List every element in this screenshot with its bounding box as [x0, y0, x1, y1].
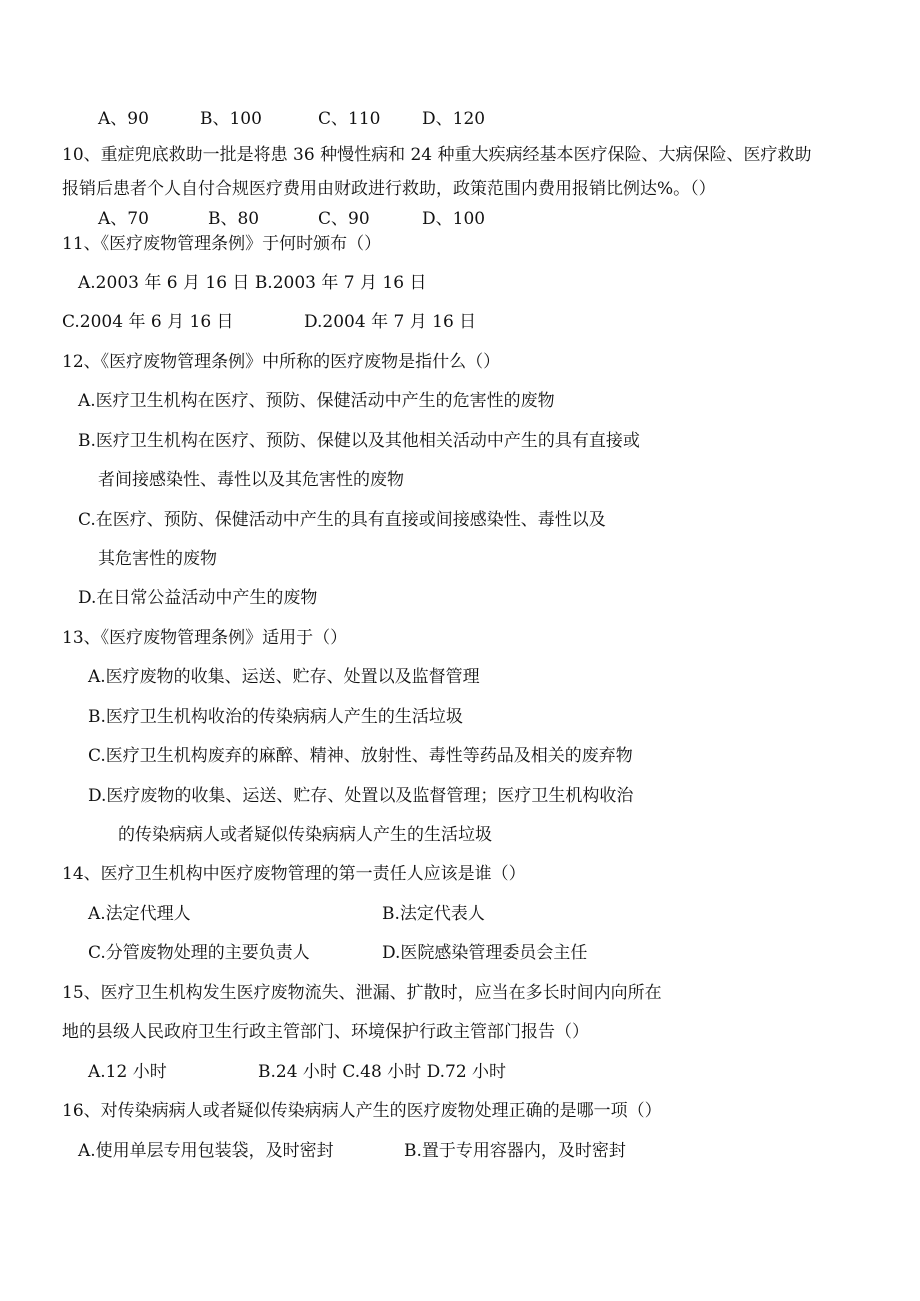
q9-option-d: D、120	[422, 109, 486, 129]
q13-option-d-line2: 的传染病病人或者疑似传染病病人产生的生活垃圾	[118, 825, 492, 845]
q12-option-a: A.医疗卫生机构在医疗、预防、保健活动中产生的危害性的废物	[78, 391, 555, 411]
q14-stem: 14、医疗卫生机构中医疗废物管理的第一责任人应该是谁（）	[62, 864, 526, 884]
q12-option-d: D.在日常公益活动中产生的废物	[78, 588, 318, 608]
q16-option-a: A.使用单层专用包装袋，及时密封	[78, 1141, 334, 1161]
q12-option-c-line2: 其危害性的废物	[98, 549, 217, 569]
q13-option-c: C.医疗卫生机构废弃的麻醉、精神、放射性、毒性等药品及相关的废弃物	[88, 746, 633, 766]
q12-option-c-line1: C.在医疗、预防、保健活动中产生的具有直接或间接感染性、毒性以及	[78, 510, 606, 530]
q11-options-ab: A.2003 年 6 月 16 日 B.2003 年 7 月 16 日	[78, 273, 427, 293]
q13-option-b: B.医疗卫生机构收治的传染病病人产生的生活垃圾	[88, 707, 463, 727]
q9-option-c: C、110	[318, 109, 381, 129]
q14-option-d: D.医院感染管理委员会主任	[382, 943, 588, 963]
q11-option-d: D.2004 年 7 月 16 日	[304, 312, 477, 332]
q10-option-d: D、100	[422, 209, 486, 229]
q13-option-a: A.医疗废物的收集、运送、贮存、处置以及监督管理	[88, 667, 480, 687]
q15-stem-line1: 15、医疗卫生机构发生医疗废物流失、泄漏、扩散时，应当在多长时间内向所在	[62, 983, 662, 1003]
q9-option-b: B、100	[200, 109, 262, 129]
q12-option-b-line1: B.医疗卫生机构在医疗、预防、保健以及其他相关活动中产生的具有直接或	[78, 431, 640, 451]
q11-stem: 11、《医疗废物管理条例》于何时颁布（）	[62, 234, 382, 254]
q15-options-bcd: B.24 小时 C.48 小时 D.72 小时	[258, 1062, 507, 1082]
q9-option-a: A、90	[98, 109, 149, 129]
q14-option-a: A.法定代理人	[88, 904, 191, 924]
q15-stem-line2: 地的县级人民政府卫生行政主管部门、环境保护行政主管部门报告（）	[62, 1022, 589, 1042]
q13-option-d-line1: D.医疗废物的收集、运送、贮存、处置以及监督管理；医疗卫生机构收治	[88, 786, 634, 806]
q12-stem: 12、《医疗废物管理条例》中所称的医疗废物是指什么（）	[62, 352, 501, 372]
q15-option-a: A.12 小时	[88, 1062, 167, 1082]
q10-option-a: A、70	[98, 209, 149, 229]
q13-stem: 13、《医疗废物管理条例》适用于（）	[62, 628, 348, 648]
q16-option-b: B.置于专用容器内，及时密封	[404, 1141, 626, 1161]
q16-stem: 16、对传染病病人或者疑似传染病病人产生的医疗废物处理正确的是哪一项（）	[62, 1101, 662, 1121]
q14-option-c: C.分管废物处理的主要负责人	[88, 943, 310, 963]
q10-stem-line2: 报销后患者个人自付合规医疗费用由财政进行救助，政策范围内费用报销比例达%。（）	[62, 179, 716, 199]
q11-option-c: C.2004 年 6 月 16 日	[62, 312, 234, 332]
q12-option-b-line2: 者间接感染性、毒性以及其危害性的废物	[98, 470, 404, 490]
q14-option-b: B.法定代表人	[382, 904, 485, 924]
q10-option-c: C、90	[318, 209, 370, 229]
q10-stem-line1: 10、重症兜底救助一批是将患 36 种慢性病和 24 种重大疾病经基本医疗保险、大病保险、医疗救助	[62, 145, 812, 165]
q10-option-b: B、80	[208, 209, 260, 229]
